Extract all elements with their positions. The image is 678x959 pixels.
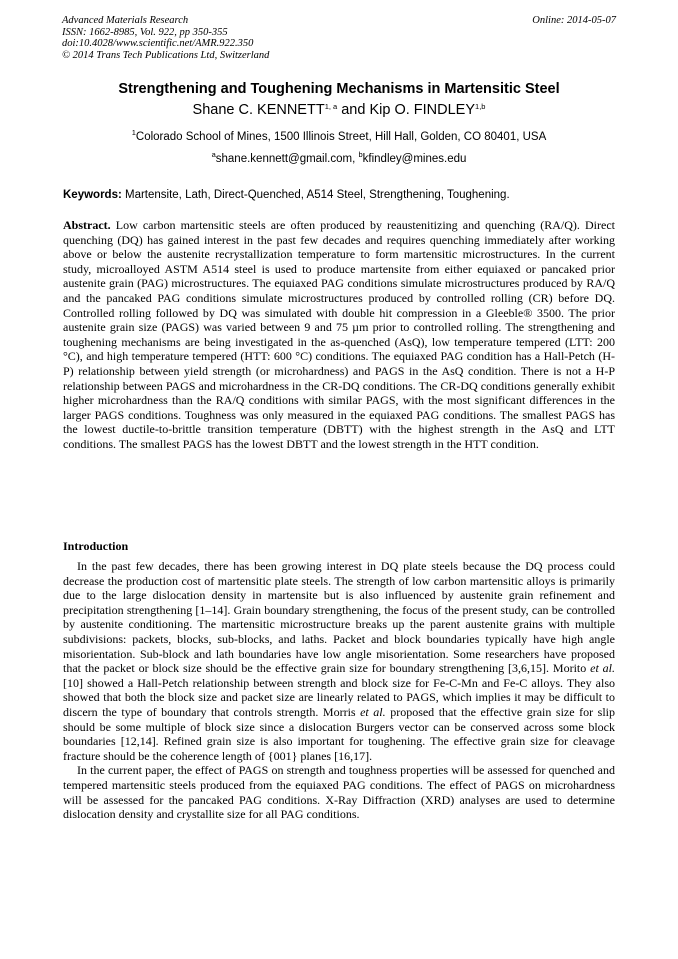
affiliation-text: Colorado School of Mines, 1500 Illinois Street, Hill Hall, Golden, CO 80401, USA bbox=[135, 131, 547, 143]
author-2-superscript: 1,b bbox=[475, 102, 486, 111]
abstract-label: Abstract. bbox=[63, 218, 111, 232]
intro-p1-etal-2: et al. bbox=[360, 704, 386, 719]
keywords bbox=[63, 188, 615, 203]
journal-doi: doi:10.4028/www.scientific.net/AMR.922.350 bbox=[62, 38, 254, 49]
email-b[interactable]: kfindley@mines.edu bbox=[362, 153, 467, 165]
paper-title: Strengthening and Toughening Mechanisms in Martensitic Steel bbox=[118, 81, 560, 97]
journal-header bbox=[62, 15, 616, 61]
affiliation-superscript: 1 bbox=[131, 128, 136, 137]
introduction-paragraph-1 bbox=[63, 559, 615, 763]
email-a[interactable]: shane.kennett@gmail.com bbox=[215, 153, 353, 165]
introduction-paragraph-2: In the current paper, the effect of PAGS on strength and toughness properties will be assessed for quenched and tempered martensitic steels produced from the equiaxed PAG conditions. The effect of PAGS on microhardness will be assessed for the pancaked PAG conditions. X-Ray Diffraction (XRD) analyses are used to determine dislocation density and crystallite size for all PAG conditions. bbox=[63, 763, 615, 822]
introduction-body bbox=[63, 559, 615, 822]
abstract-text: Low carbon martensitic steels are often produced by reaustenitizing and quenching (RA/Q). Direct quenching (DQ) has gained interest in the past few decades and requires quenching immediately after working above or below the austenite recrystallization temperature to form martensitic microstructures. In the current study, microalloyed ASTM A514 steel is used to produce martensite from either equiaxed or pancaked prior austenite grain (PAG) microstructures. The equiaxed PAG conditions simulate microstructures produced by RA/Q and the pancaked PAG conditions simulate microstructures produced by controlled rolling (CR) before DQ. Controlled rolling followed by DQ was simulated with double hit compression in a Gleeble® 3500. The prior austenite grain size (PAGS) was varied between 9 and 75 µm prior to controlled rolling. The strengthening and toughening mechanisms are being investigated in the as-quenched (AsQ), low temperature tempered (LTT: 200 °C), and high temperature tempered (HTT: 600 °C) conditions. The equiaxed PAG condition has a Hall-Petch (H-P) relationship between yield strength (or microhardness) and PAGS in the AsQ condition. There is not a H-P relationship between PAGS and microhardness in the CR-DQ conditions. The CR-DQ conditions generally exhibit higher microhardness than the RA/Q conditions with similar PAGS, with the most significant differences in the larger PAGS conditions. Toughness was only measured in the equiaxed PAG conditions. The smallest PAGS has the lowest ductile-to-brittle transition temperature (DBTT) with the highest strength in the AsQ and LTT conditions. The smallest PAGS has the lowest DBTT and the lowest strength in the HTT condition. bbox=[63, 218, 615, 451]
online-date: Online: 2014-05-07 bbox=[532, 15, 616, 26]
keywords-text: Martensite, Lath, Direct-Quenched, A514 Steel, Strengthening, Toughening. bbox=[121, 189, 510, 201]
journal-copyright: © 2014 Trans Tech Publications Ltd, Switzerland bbox=[62, 49, 270, 61]
affiliation bbox=[30, 130, 648, 145]
author-line bbox=[30, 101, 648, 119]
journal-issn: ISSN: 1662-8985, Vol. 922, pp 350-355 bbox=[62, 26, 228, 38]
author-1-superscript: 1, a bbox=[324, 102, 338, 111]
author-1-name: Shane C. KENNETT bbox=[192, 102, 325, 118]
journal-name: Advanced Materials Research bbox=[62, 15, 189, 26]
author-emails bbox=[30, 152, 648, 167]
intro-p1-part-c: proposed that the effective grain size for slip should be some multiple of block size since a dislocation Burgers vector can be conserved across some block boundaries [12,14]. Refined grain size is also important for toughening. The effective grain size for cleavage fracture should be the coherence length of {001} planes [16,17]. bbox=[63, 704, 615, 763]
email-b-superscript: b bbox=[358, 150, 363, 159]
intro-p1-etal-1: et al. bbox=[590, 661, 615, 676]
intro-p1-part-b: [10] showed a Hall-Petch relationship between strength and block size for Fe-C-Mn and Fe-C alloys. They also showed that both the block size and packet size are linearly related to PAGS, which implies it may be difficult to discern the type of boundary that controls strength. Morris bbox=[63, 675, 615, 719]
section-heading-introduction: Introduction bbox=[63, 539, 129, 553]
author-2-name: Kip O. FINDLEY bbox=[369, 102, 476, 118]
abstract bbox=[63, 218, 615, 452]
email-separator: , bbox=[352, 153, 359, 165]
keywords-label: Keywords: bbox=[63, 189, 122, 201]
email-a-superscript: a bbox=[211, 150, 216, 159]
author-conjunction: and bbox=[337, 102, 370, 118]
intro-p1-part-a: In the past few decades, there has been growing interest in DQ plate steels because the DQ process could decrease the production cost of martensitic plate steels. The strength of low carbon martensitic alloys is primarily due to the large dislocation density in martensite but is also influenced by austenite grain refinement and precipitation strengthening [1–14]. Grain boundary strengthening, the focus of the present study, can be controlled by austenite conditioning. The martensitic microstructure breaks up the parent austenite grains with multiple subdivisions: packets, blocks, sub-blocks, and laths. Packet and block boundaries typically have high angle misorientation. Sub-block and lath boundaries have low angle misorientation. Some researchers have proposed that the packet or block size should be the effective grain size for boundary strengthening [3,6,15]. Morito bbox=[63, 559, 615, 676]
